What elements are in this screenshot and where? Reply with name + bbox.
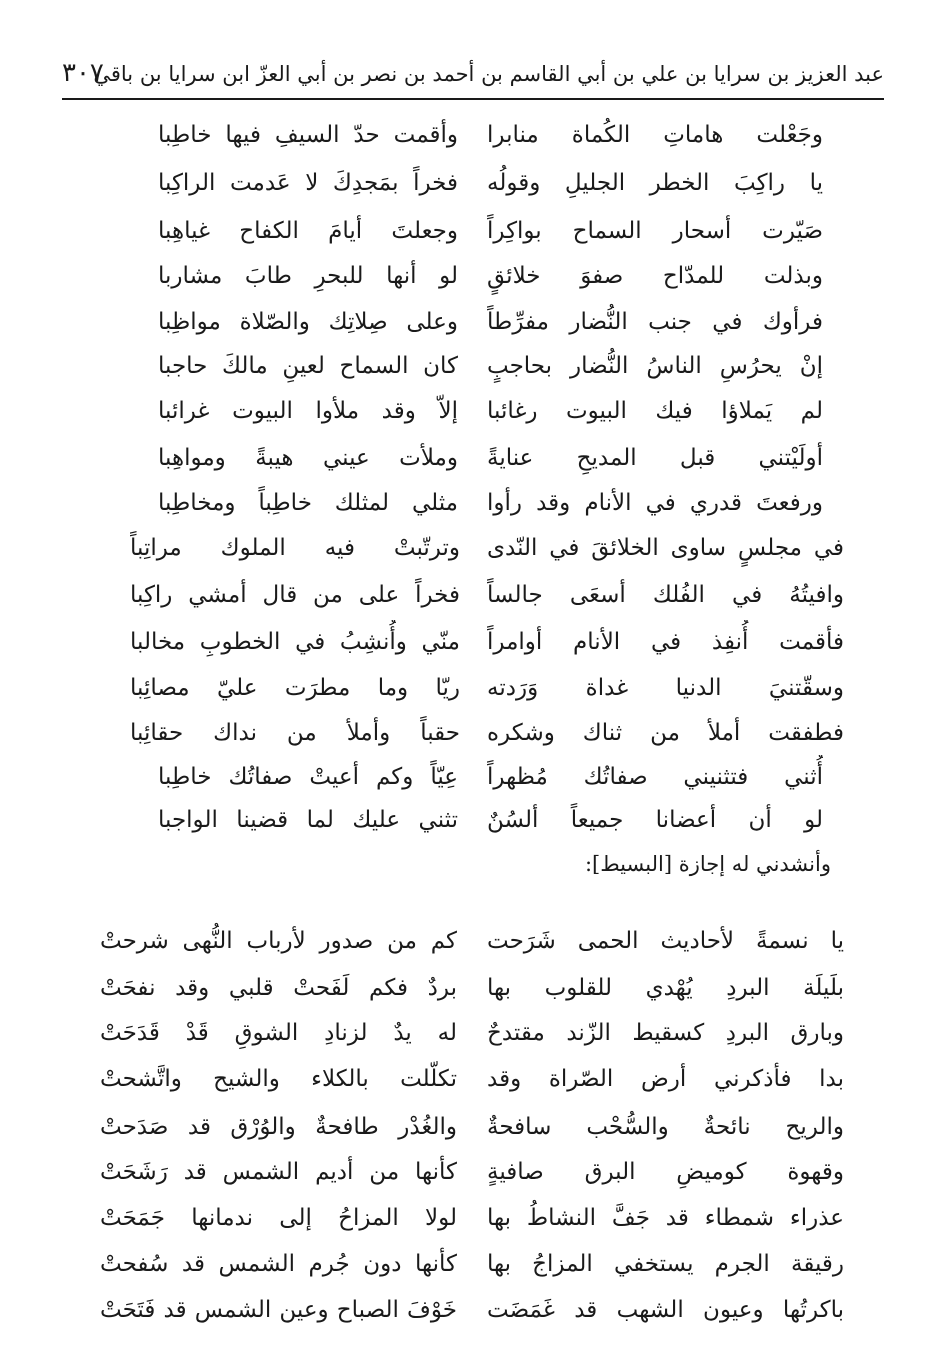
hemistich-left: كأنها دون جُرم الشمس قد سُفحتْ (100, 1251, 457, 1277)
hemistich-left: كأنها من أديم الشمس قد رَشَحَتْ (100, 1159, 457, 1185)
poem-intro: وأنشدني له إجازة [البسيط]: (584, 852, 831, 876)
hemistich-left: منّي وأُنشِبُ في الخطوبِ مخالبا (130, 629, 460, 655)
hemistich-right: فرأوك في جنب النُّضار مفرِّطاً (487, 309, 823, 335)
hemistich-right: يا راكِبَ الخطر الجليلِ وقولُه (487, 170, 823, 196)
verse (0, 389, 943, 439)
verse (0, 1242, 943, 1292)
verse (0, 161, 943, 211)
hemistich-left: وجعلتَ أيامَ الكفاح غياهِبا (158, 218, 458, 244)
hemistich-left: لولا المزاحُ إلى ندمانها جَمَحَتْ (100, 1205, 457, 1231)
hemistich-left: لو أنها للبحرِ طابَ مشاربا (158, 263, 458, 289)
verse (0, 344, 943, 394)
hemistich-left: والغُدْر طافحةٌ والوُرْق قد صَدَحتْ (100, 1114, 457, 1140)
hemistich-right: بدا فأذكرني أرض الصّراة وقد (487, 1066, 844, 1092)
hemistich-right: وبارق البردِ كسقيط الزّند مقتدحٌ (487, 1020, 844, 1046)
hemistich-left: عِيّاً وكم أعيتْ صفاتُك خاطِبا (158, 764, 458, 790)
hemistich-left: تكلّلت بالكلاء والشيح واتَّشحتْ (100, 1066, 457, 1092)
verse (0, 1150, 943, 1200)
verse (0, 711, 943, 761)
hemistich-right: بلَيلَة البردِ يُهْدي للقلوب بها (487, 975, 844, 1001)
hemistich-right: لو أن أعضانا جميعاً ألسُنٌ (487, 807, 823, 833)
hemistich-right: وسقّتنيَ الدنيا غداة وَرَدته (487, 675, 844, 701)
hemistich-right: أولَيْتني قبل المديحِ عنايةً (487, 445, 823, 471)
verse (0, 1105, 943, 1155)
hemistich-left: بردٌ فكم لَفَحتْ قلبي وقد نفحَتْ (100, 975, 457, 1001)
hemistich-left: ريّا وما مطرَت عليّ مصائِبا (130, 675, 460, 701)
hemistich-right: فأقمت أُنفِذ في الأنام أوامراً (487, 629, 844, 655)
hemistich-left: فخراً بمَجدِكَ لا عَدمت الراكِبا (158, 170, 458, 196)
hemistich-right: أُثني فتثنيني صفاتُك مُظهراً (487, 764, 823, 790)
running-header (62, 52, 884, 100)
hemistich-left: كان السماح لعينِ مالكَ حاجبا (158, 353, 458, 379)
hemistich-left: حقباً وأملأ من نداك حقائِبا (130, 720, 460, 746)
verse (0, 666, 943, 716)
verse (0, 919, 943, 969)
verse (0, 526, 943, 576)
verse (0, 254, 943, 304)
verse (0, 113, 943, 163)
header-title: عبد العزيز بن سرايا بن علي بن أبي القاسم بن أحمد بن نصر بن أبي العزّ ابن سرايا بن باقي (93, 62, 884, 86)
verse (0, 481, 943, 531)
hemistich-right: وجَعْلت هاماتِ الكُماة منابرا (487, 122, 823, 148)
verse (0, 798, 943, 848)
verse (0, 1196, 943, 1246)
page-number: ٣٠٧ (62, 58, 104, 88)
verse (0, 1288, 943, 1338)
hemistich-right: يا نسمةً لأحاديث الحمى شَرَحت (487, 928, 844, 954)
verse (0, 436, 943, 486)
hemistich-right: ورفعتَ قدري في الأنام وقد رأوا (487, 490, 823, 516)
verse (0, 209, 943, 259)
verse (0, 573, 943, 623)
hemistich-right: وافيتُهُ في الفُلك أسعَى جالساً (487, 582, 844, 608)
hemistich-left: كم من صدور لأرباب النُّهى شرحتْ (100, 928, 457, 954)
verse (0, 300, 943, 350)
hemistich-right: باكرتُها وعيون الشهب قد غَمَضَت (487, 1297, 844, 1323)
verse (0, 620, 943, 670)
hemistich-left: وعلى صِلاتِك والصّلاة مواظِبا (158, 309, 458, 335)
hemistich-right: إنْ يحرُسِ الناسُ النُّضار بحاجبٍ (487, 353, 823, 379)
hemistich-right: وبذلت للمدّاح صفوَ خلائقٍ (487, 263, 823, 289)
hemistich-right: في مجلسٍ ساوى الخلائقَ في النّدى (487, 535, 844, 561)
hemistich-right: صَيّرت أسحار السماح بواكِراً (487, 218, 823, 244)
hemistich-right: عذراء شمطاء قد جَفَّ النشاطُ بها (487, 1205, 844, 1231)
verse (0, 1057, 943, 1107)
hemistich-left: خَوْفَ الصباح وعين الشمس قد فَتَحَتْ (100, 1297, 457, 1323)
hemistich-left: مثلي لمثلك خاطِباً ومخاطِبا (158, 490, 458, 516)
verse (0, 966, 943, 1016)
hemistich-right: لم يَملاؤا فيك البيوت رغائبا (487, 398, 823, 424)
hemistich-left: وترتّبتْ فيه الملوك مراتِباً (130, 535, 460, 561)
verse (0, 1011, 943, 1061)
hemistich-right: رقيقة الجرم يستخفي المزاجُ بها (487, 1251, 844, 1277)
hemistich-left: وملأت عيني هيبةً ومواهِبا (158, 445, 458, 471)
hemistich-right: وقهوة كوميضِ البرق صافيةٍ (487, 1159, 844, 1185)
hemistich-left: وأقمت حدّ السيفِ فيها خاطِبا (158, 122, 458, 148)
hemistich-right: فطفقت أملأ من ثناك وشكره (487, 720, 844, 746)
hemistich-left: فخراً على من قال أمشي راكِبا (130, 582, 460, 608)
hemistich-right: والريح نائحةٌ والسُّحْب سافحةٌ (487, 1114, 844, 1140)
hemistich-left: تثني عليك لما قضينا الواجبا (158, 807, 458, 833)
hemistich-left: له يدٌ لزنادِ الشوقِ قَدْ قَدَحَتْ (100, 1020, 457, 1046)
hemistich-left: إلاّ وقد ملأوا البيوت غرائبا (158, 398, 458, 424)
